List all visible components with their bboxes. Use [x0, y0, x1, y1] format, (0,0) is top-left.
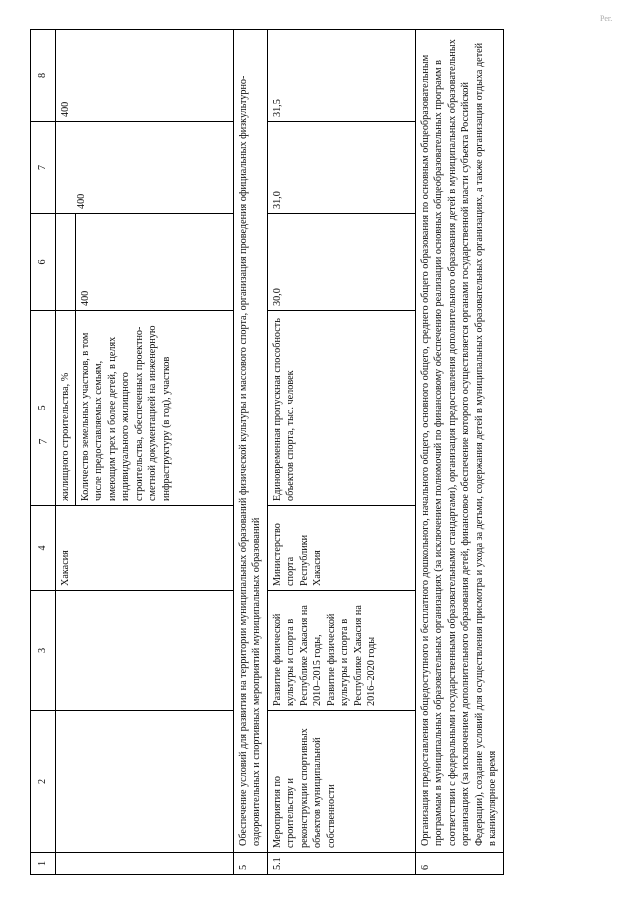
value-text: 400: [60, 101, 71, 117]
value-cell: [56, 30, 234, 122]
program-cell: Развитие физической культуры и спорта в Республике Хакасия на 2010–2015 годы, Развитие физической культуры и спорта в Республике Хакасия на 2016–2020 годы: [267, 591, 415, 711]
responsible-cell: Хакасия: [56, 506, 234, 591]
table-cell: [56, 711, 234, 853]
table-cell: [56, 853, 234, 875]
indicator-text: Количество земельных участков, в том числе предоставляемых семьям, имеющим трех и более детей, в целях индивидуального жилищного строительства, обеспеченных проектно-сметной документацией на инженерную инфраструктуру (в год), участков: [80, 325, 172, 501]
corner-mark: Рег.: [600, 14, 613, 23]
section-number: 6: [415, 853, 503, 875]
responsible-cell: Министерство спорта Республики Хакасия: [267, 506, 415, 591]
activity-cell: Мероприятия по строительству и реконструкции спортивных объектов муниципальной собственности: [267, 711, 415, 853]
header-cell: 1: [31, 853, 56, 875]
table-cell: [56, 591, 234, 711]
value-cell: [56, 122, 234, 214]
header-cell: 5: [31, 311, 56, 506]
header-cell: 4: [31, 506, 56, 591]
indicator-cell: Единовременная пропускная способность объектов спорта, тыс. человек: [267, 311, 415, 506]
table-row: [267, 30, 415, 875]
rotated-table-container: [30, 30, 510, 875]
header-row: [31, 30, 56, 875]
header-cell: 6: [31, 214, 56, 311]
value-text: 400: [80, 290, 91, 306]
section-row: [234, 30, 268, 875]
header-cell: 3: [31, 591, 56, 711]
indicators-table: [30, 29, 504, 875]
header-cell: 8: [31, 30, 56, 122]
section-title: Обеспечение условий для развития на территории муниципальных образований физической культуры и массового спорта, организация проведения официальных физкультурно-оздоровительных и спортивных мероприятий муниципальных образований: [234, 30, 268, 853]
page-number: 7: [35, 438, 50, 445]
header-cell: 2: [31, 711, 56, 853]
value-cell: 31,5: [267, 30, 415, 122]
header-cell: 7: [31, 122, 56, 214]
value-top-empty: [56, 214, 76, 310]
section-number: 5: [234, 853, 268, 875]
value-text: 400: [76, 193, 87, 209]
indicator-cell: [56, 311, 234, 506]
section-title: Организация предоставления общедоступного и бесплатного дошкольного, начального общего, основного общего, среднего общего образования по основным общеобразовательным программам в муниципальных образовательных организациях (за исключением полномочий по финансовому обеспечению реализации основных общеобразовательных программ в соответствии с федеральными государственными образовательными стандартами), организация предоставления дополнительного образования детей в муниципальных образовательных организациях (за исключением дополнительного образования детей, финансовое обеспечение которого осуществляется органами государственной власти субъекта Российской Федерации), создание условий для осуществления присмотра и ухода за детьми, содержания детей в муниципальных образовательных организациях, а также организация отдыха детей в каникулярное время: [415, 30, 503, 853]
indicator-top-text: жилищного строительства, %: [56, 311, 76, 505]
section-row: [415, 30, 503, 875]
value-cell: 31,0: [267, 122, 415, 214]
row-number: 5.1: [267, 853, 415, 875]
value-cell: 30,0: [267, 214, 415, 311]
value-cell: [56, 214, 234, 311]
table-row-continued: [56, 30, 234, 875]
